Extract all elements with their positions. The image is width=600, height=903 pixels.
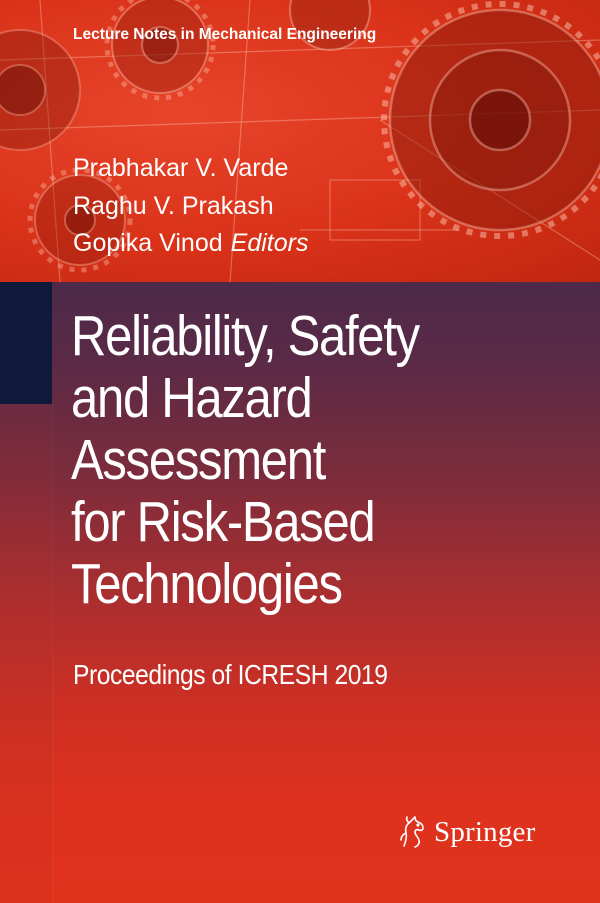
editor-last-line	[73, 225, 308, 263]
editor-name: Raghu V. Prakash	[73, 191, 274, 220]
editor-name: Gopika Vinod	[73, 229, 223, 257]
title-line: Reliability, Safety	[71, 304, 419, 368]
title-line: and Hazard	[71, 366, 312, 430]
publisher-name: Springer	[434, 815, 536, 848]
title-line: Assessment	[71, 428, 326, 492]
book-subtitle: Proceedings of ICRESH 2019	[73, 659, 388, 690]
left-edge-line	[52, 404, 53, 903]
springer-horse-icon	[398, 815, 428, 849]
editor-name: Prabhakar V. Varde	[73, 154, 289, 182]
left-stripe	[0, 404, 52, 903]
editors-role: Editors	[230, 229, 309, 257]
title-line: Technologies	[71, 552, 342, 616]
editors-block	[73, 150, 308, 263]
series-title: Lecture Notes in Mechanical Engineering	[73, 26, 377, 43]
publisher-logo	[398, 815, 535, 849]
title-line: for Risk-Based	[71, 490, 375, 554]
book-title	[71, 305, 518, 615]
spine-accent-block	[0, 282, 52, 404]
